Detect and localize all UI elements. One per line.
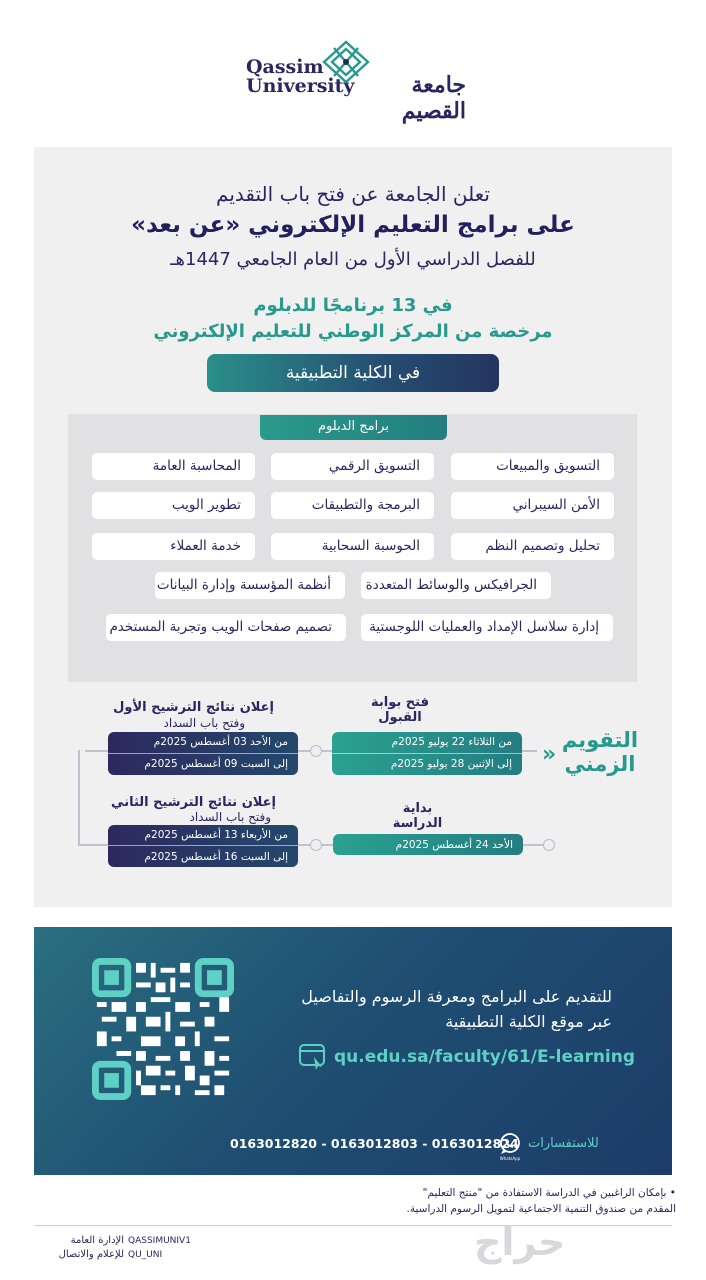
program-item: تصميم صفحات الويب وتجربة المستخدم bbox=[106, 614, 346, 641]
programs-title: برامج الدبلوم bbox=[260, 415, 447, 440]
cta-headline: للتقديم على البرامج ومعرفة الرسوم والتفاصيل bbox=[301, 987, 612, 1006]
web-link-icon bbox=[298, 1041, 328, 1071]
announcement-line-2: على برامج التعليم الإلكتروني «عن بعد» bbox=[131, 212, 575, 238]
qr-code-icon[interactable] bbox=[92, 958, 234, 1100]
timeline-node bbox=[543, 839, 555, 851]
program-item: إدارة سلاسل الإمداد والعمليات اللوجستية bbox=[361, 614, 613, 641]
event-date: الأحد 24 أغسطس 2025م bbox=[395, 838, 513, 851]
svg-text:WhatsApp: WhatsApp bbox=[499, 1156, 521, 1161]
college-banner: في الكلية التطبيقية bbox=[207, 354, 499, 392]
event-first-nomination-dates bbox=[108, 732, 298, 775]
social-handle-1[interactable]: QASSIMUNIV1 bbox=[128, 1236, 191, 1246]
announcement-line-4: في 13 برنامجًا للدبلوم bbox=[253, 295, 453, 316]
program-item: خدمة العملاء bbox=[92, 533, 255, 560]
media-department-label: الإدارة العامة للإعلام والاتصال bbox=[58, 1235, 124, 1260]
timeline-title: التقويم الزمني bbox=[561, 728, 639, 776]
program-item: المحاسبة العامة bbox=[92, 453, 255, 480]
event-second-nomination-dates bbox=[108, 825, 298, 867]
announcement-line-1: تعلن الجامعة عن فتح باب التقديم bbox=[216, 182, 490, 206]
social-handles[interactable] bbox=[128, 1234, 191, 1262]
event-study-start-date bbox=[333, 834, 523, 855]
event-date-to: إلى السبت 16 أغسطس 2025م bbox=[144, 850, 288, 863]
program-item: التسويق الرقمي bbox=[271, 453, 434, 480]
event-date-to: إلى الإثنين 28 يوليو 2025م bbox=[390, 758, 512, 771]
announcement-line-5: مرخصة من المركز الوطني للتعليم الإلكتروني bbox=[153, 321, 553, 342]
event-second-nomination-title: إعلان نتائج الترشيح الثاني bbox=[111, 795, 276, 810]
footer-divider bbox=[34, 1225, 672, 1226]
university-logo bbox=[246, 40, 466, 124]
logo-english-text: Qassim University bbox=[246, 56, 355, 97]
program-item: الحوسبة السحابية bbox=[271, 533, 434, 560]
social-handle-2[interactable]: QU_UNI bbox=[128, 1250, 163, 1260]
event-date-from: من الأربعاء 13 أغسطس 2025م bbox=[108, 825, 298, 846]
event-first-nomination-subtitle: وفتح باب السداد bbox=[163, 716, 245, 730]
program-item: الجرافيكس والوسائط المتعددة bbox=[361, 572, 551, 599]
event-study-start-title: بداية الدراسة bbox=[392, 801, 443, 831]
event-admission-dates bbox=[332, 732, 522, 775]
program-item: الأمن السيبراني bbox=[451, 492, 614, 519]
funding-note: • بإمكان الراغبين في الدراسة الاستفادة من "منتج التعليم" المقدم من صندوق التنمية الاجتماعية لتمويل الرسوم الدراسية. bbox=[406, 1187, 676, 1215]
phone-numbers[interactable]: 0163012820 - 0163012803 - 0163012824 bbox=[230, 1136, 519, 1151]
program-item: التسويق والمبيعات bbox=[451, 453, 614, 480]
faculty-url-link[interactable]: qu.edu.sa/faculty/61/E-learning bbox=[334, 1047, 636, 1067]
timeline-connector bbox=[78, 750, 80, 846]
program-item: البرمجة والتطبيقات bbox=[271, 492, 434, 519]
event-second-nomination-subtitle: وفتح باب السداد bbox=[189, 810, 271, 824]
haraj-watermark: حراج bbox=[474, 1220, 566, 1264]
program-item: تحليل وتصميم النظم bbox=[451, 533, 614, 560]
event-date-from: من الأحد 03 أغسطس 2025م bbox=[108, 732, 298, 754]
announcement-line-3: للفصل الدراسي الأول من العام الجامعي 1447هـ bbox=[170, 249, 536, 270]
event-first-nomination-title: إعلان نتائج الترشيح الأول bbox=[113, 700, 274, 715]
program-item: تطوير الويب bbox=[92, 492, 255, 519]
timeline-arrow-icon: » bbox=[542, 742, 557, 767]
timeline-node bbox=[310, 839, 322, 851]
program-item: أنظمة المؤسسة وإدارة البيانات bbox=[155, 572, 345, 599]
inquiries-label: للاستفسارات bbox=[528, 1136, 599, 1151]
cta-subline: عبر موقع الكلية التطبيقية bbox=[445, 1012, 612, 1031]
event-date-from: من الثلاثاء 22 يوليو 2025م bbox=[332, 732, 522, 754]
logo-arabic-text: جامعة القصيم bbox=[401, 72, 466, 124]
event-date-to: إلى السبت 09 أغسطس 2025م bbox=[144, 758, 288, 771]
timeline-node bbox=[310, 745, 322, 757]
event-admission-title: فتح بوابة القبول bbox=[371, 695, 429, 725]
